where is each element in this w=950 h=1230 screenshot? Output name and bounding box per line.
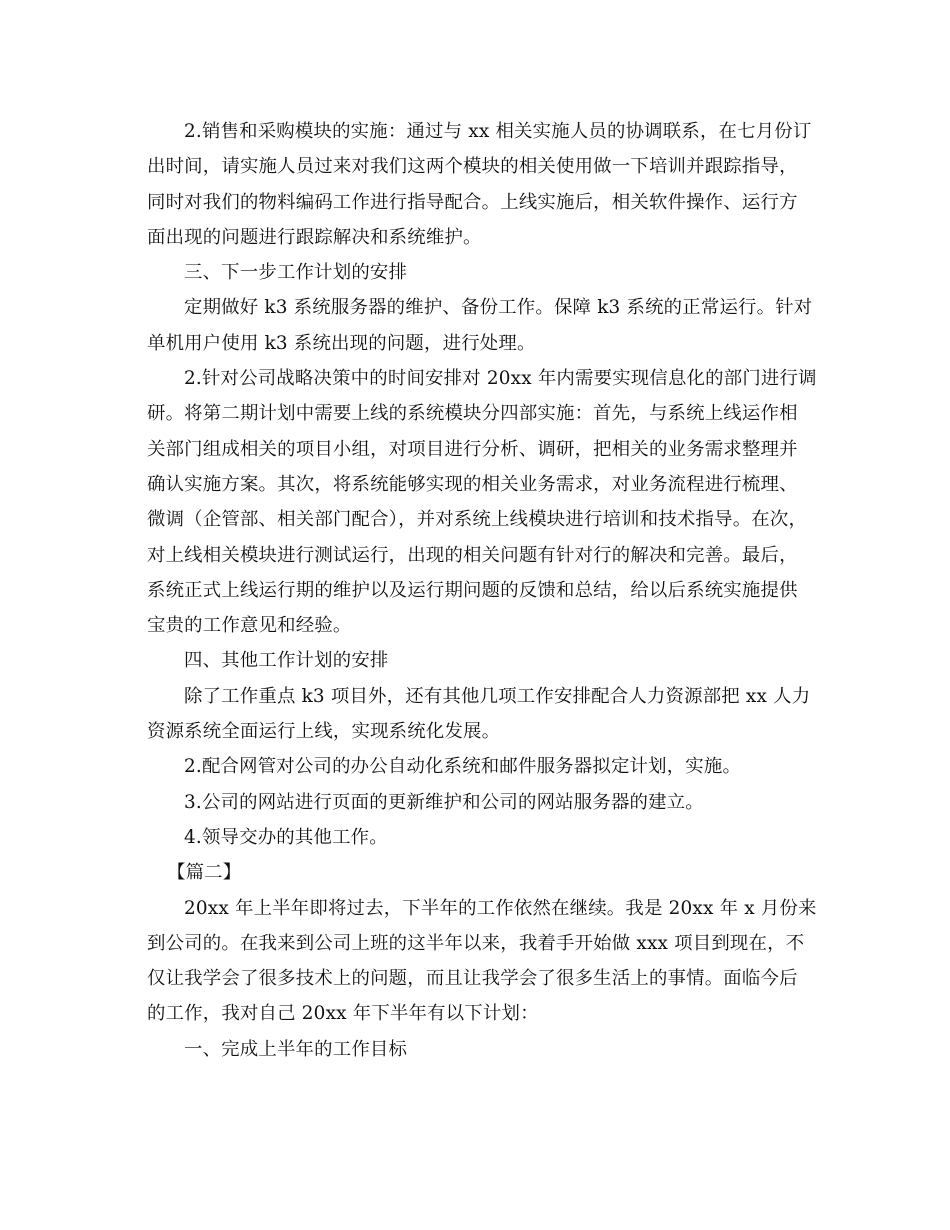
paragraph-line: 系统正式上线运行期的维护以及运行期问题的反馈和总结，给以后系统实施提供 — [147, 579, 798, 601]
paragraph-line: 3.公司的网站进行页面的更新维护和公司的网站服务器的建立。 — [184, 791, 704, 813]
paragraph-line: 单机用户使用 k3 系统出现的问题，进行处理。 — [147, 332, 536, 354]
paragraph-line: 资源系统全面运行上线，实现系统化发展。 — [147, 721, 501, 743]
section-heading: 一、完成上半年的工作目标 — [184, 1038, 408, 1060]
paragraph-line: 4.领导交办的其他工作。 — [184, 826, 388, 848]
paragraph-line: 除了工作重点 k3 项目外，还有其他几项工作安排配合人力资源部把 xx 人力 — [184, 685, 811, 707]
paragraph-line: 关部门组成相关的项目小组，对项目进行分析、调研，把相关的业务需求整理并 — [147, 438, 798, 460]
paragraph-line: 确认实施方案。其次，将系统能够实现的相关业务需求，对业务流程进行梳理、 — [147, 473, 798, 495]
paragraph-line: 2.配合网管对公司的办公自动化系统和邮件服务器拟定计划，实施。 — [184, 756, 742, 778]
chapter-heading: 【篇二】 — [167, 862, 242, 884]
paragraph-line: 面出现的问题进行跟踪解决和系统维护。 — [147, 226, 482, 248]
paragraph-line: 出时间，请实施人员过来对我们这两个模块的相关使用做一下培训并跟踪指导， — [147, 156, 798, 178]
paragraph-line: 2.针对公司战略决策中的时间安排对 20xx 年内需要实现信息化的部门进行调 — [184, 368, 817, 390]
section-heading: 三、下一步工作计划的安排 — [184, 262, 408, 284]
paragraph-line: 20xx 年上半年即将过去，下半年的工作依然在继续。我是 20xx 年 x 月份来 — [184, 897, 817, 919]
paragraph-line: 同时对我们的物料编码工作进行指导配合。上线实施后，相关软件操作、运行方 — [147, 191, 798, 213]
paragraph-line: 仅让我学会了很多技术上的问题，而且让我学会了很多生活上的事情。面临今后 — [147, 968, 798, 990]
paragraph-line: 到公司的。在我来到公司上班的这半年以来，我着手开始做 xxx 项目到现在，不 — [147, 932, 805, 954]
paragraph-line: 的工作，我对自己 20xx 年下半年有以下计划： — [147, 1003, 539, 1025]
paragraph-line: 2.销售和采购模块的实施：通过与 xx 相关实施人员的协调联系，在七月份订 — [184, 121, 812, 142]
document-body — [147, 114, 817, 1067]
paragraph-line: 定期做好 k3 系统服务器的维护、备份工作。保障 k3 系统的正常运行。针对 — [184, 297, 813, 319]
paragraph-line: 微调（企管部、相关部门配合），并对系统上线模块进行培训和技术指导。在次， — [147, 509, 808, 531]
paragraph-line: 对上线相关模块进行测试运行，出现的相关问题有针对行的解决和完善。最后， — [147, 544, 798, 566]
paragraph-line: 宝贵的工作意见和经验。 — [147, 615, 352, 637]
section-heading: 四、其他工作计划的安排 — [184, 650, 389, 672]
paragraph-line: 研。将第二期计划中需要上线的系统模块分四部实施：首先，与系统上线运作相 — [147, 403, 798, 425]
